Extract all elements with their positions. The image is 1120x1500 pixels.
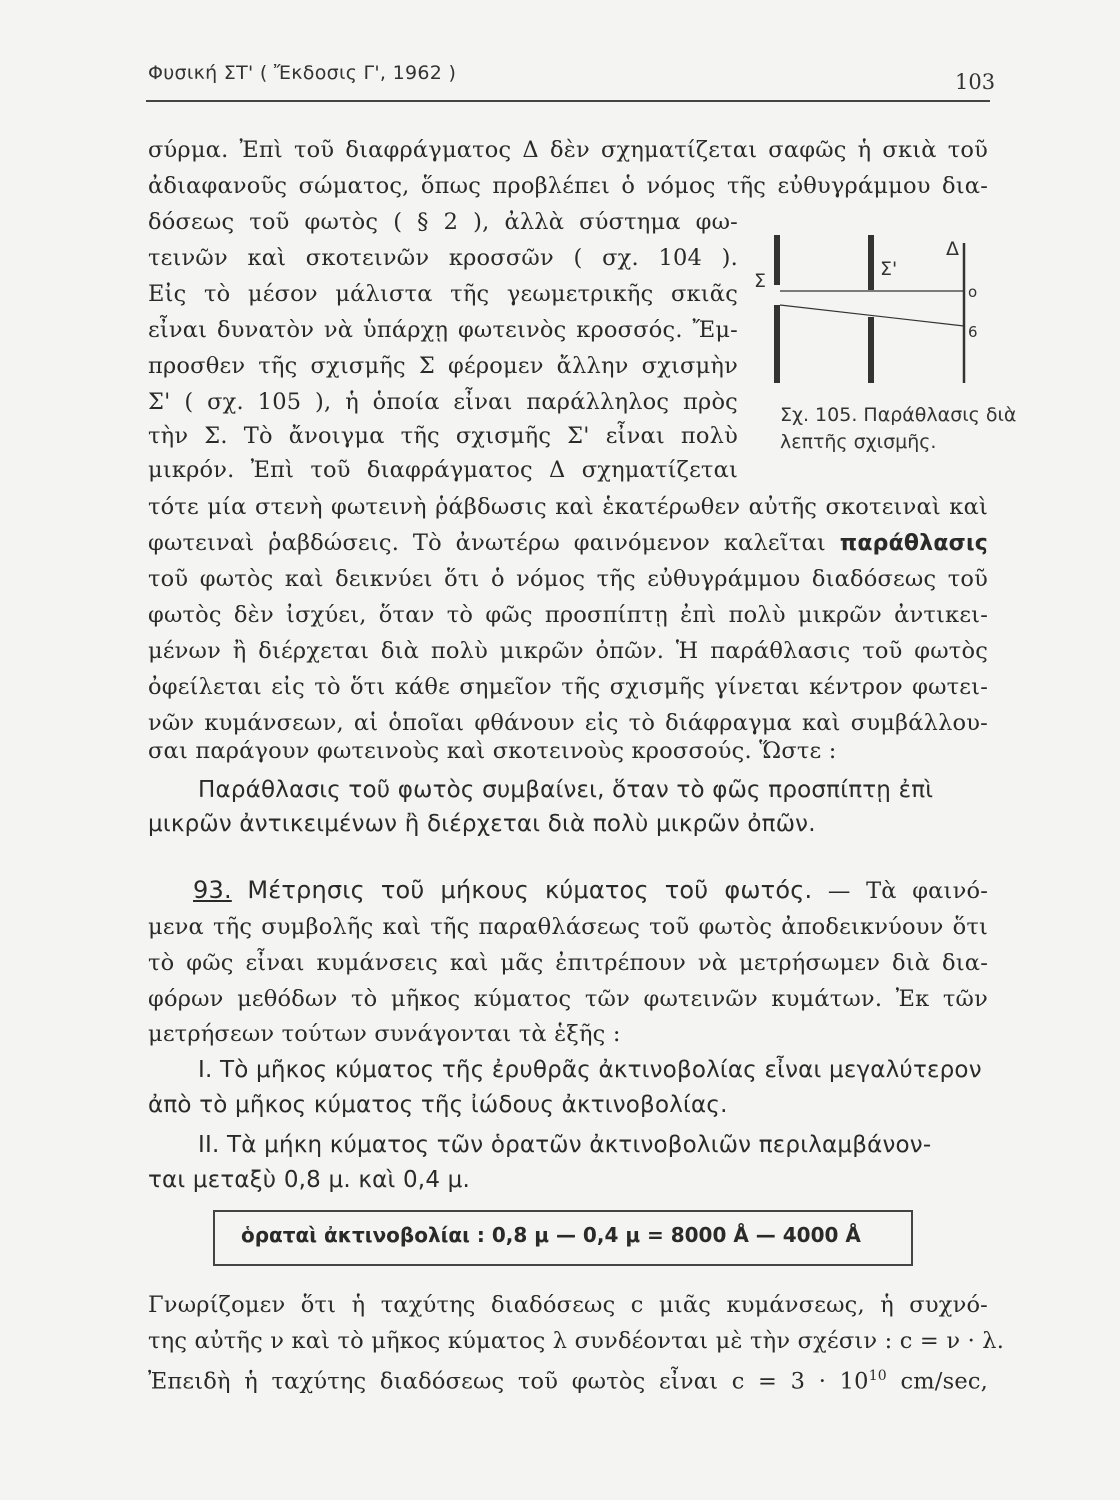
figure-caption <box>780 402 1017 456</box>
section-lead-text: — Τὰ φαινό- <box>827 878 988 904</box>
text-line-with-exponent <box>148 1361 988 1398</box>
caption-line: λεπτῆς σχισμῆς. <box>780 431 937 453</box>
list-item: II. Τὰ μήκη κύματος τῶν ὁρατῶν ἀκτινοβολιῶν περιλαμβάνον- <box>198 1132 932 1158</box>
text-line: μενα τῆς συμβολῆς καὶ τῆς παραθλάσεως τοῦ φωτὸς ἀποδεικνύουν ὅτι <box>148 914 988 940</box>
list-item-continuation: ἀπὸ τὸ μῆκος κύματος τῆς ἰώδους ἀκτινοβολίας. <box>148 1092 728 1118</box>
text-line: ὀφείλεται εἰς τὸ ὅτι κάθε σημεῖον τῆς σχισμῆς γίνεται κέντρον φωτει- <box>148 674 988 700</box>
caption-line: Σχ. 105. Παράθλασις διὰ <box>780 404 1017 426</box>
text-line: φωτὸς δὲν ἰσχύει, ὅταν τὸ φῶς προσπίπτῃ ἐπὶ πολὺ μικρῶν ἀντικει- <box>148 602 988 628</box>
text-line: προσθεν τῆς σχισμῆς Σ φέρομεν ἄλλην σχισμὴν <box>148 353 738 379</box>
text-line: νῶν κυμάνσεων, αἱ ὁποῖαι φθάνουν εἰς τὸ διάφραγμα καὶ συμβάλλου- <box>148 710 988 736</box>
list-item: I. Τὸ μῆκος κύματος τῆς ἐρυθρᾶς ἀκτινοβολίας εἶναι μεγαλύτερον <box>198 1057 982 1083</box>
label-b: 6 <box>968 323 978 341</box>
formula-text: ὁραταὶ ἀκτινοβολίαι : 0,8 μ — 0,4 μ = 8000 Å — 4000 Å <box>241 1223 861 1247</box>
text-line: τοῦ φωτὸς καὶ δεικνύει ὅτι ὁ νόμος τῆς εὐθυγράμμου διαδόσεως τοῦ <box>148 566 988 592</box>
text-line: τότε μία στενὴ φωτεινὴ ῥάβδωσις καὶ ἑκατέρωθεν αὐτῆς σκοτειναὶ καὶ <box>148 494 988 520</box>
rule-line: Παράθλασις τοῦ φωτὸς συμβαίνει, ὅταν τὸ φῶς προσπίπτῃ ἐπὶ <box>198 777 934 803</box>
screen-s-prime-lower <box>868 317 874 383</box>
formula-box <box>213 1210 913 1266</box>
bold-term-diffraction: παράθλασις <box>839 531 989 556</box>
text-fragment: cm/sec, <box>886 1368 988 1395</box>
screen-s-upper <box>774 235 780 285</box>
section-heading-line <box>193 875 988 907</box>
page-number: 103 <box>955 70 996 94</box>
label-d: Δ <box>946 238 959 260</box>
label-s: Σ <box>754 270 767 292</box>
text-line: τὸ φῶς εἶναι κυμάνσεις καὶ μᾶς ἐπιτρέπουν νὰ μετρήσωμεν διὰ δια- <box>148 950 988 976</box>
exponent: 10 <box>868 1368 887 1384</box>
header-rule <box>146 100 990 102</box>
section-title: Μέτρησις τοῦ μήκους κύματος τοῦ φωτός. <box>247 876 813 904</box>
section-number: 93. <box>193 876 232 904</box>
text-line: μικρόν. Ἐπὶ τοῦ διαφράγματος Δ σχηματίζεται <box>148 457 738 483</box>
label-o: o <box>968 283 978 301</box>
text-line: σύρμα. Ἐπὶ τοῦ διαφράγματος Δ δὲν σχηματίζεται σαφῶς ἡ σκιὰ τοῦ <box>148 137 988 163</box>
screen-s-lower <box>774 305 780 383</box>
text-line: της αὐτῆς ν καὶ τὸ μῆκος κύματος λ συνδέονται μὲ τὴν σχέσιν : c = ν · λ. <box>148 1328 1005 1354</box>
text-line: φόρων μεθόδων τὸ μῆκος κύματος τῶν φωτεινῶν κυμάτων. Ἐκ τῶν <box>148 986 988 1012</box>
screen-s-prime-upper <box>868 235 874 290</box>
text-line: Σ' ( σχ. 105 ), ἡ ὁποία εἶναι παράλληλος πρὸς <box>148 389 738 415</box>
text-line-with-term <box>148 528 988 559</box>
text-fragment: Ἐπειδὴ ἡ ταχύτης διαδόσεως τοῦ φωτὸς εἶναι c = 3 · 10 <box>148 1368 869 1395</box>
slit-diagram <box>740 225 1000 395</box>
text-line: σαι παράγουν φωτεινοὺς καὶ σκοτεινοὺς κροσσούς. Ὥστε : <box>148 738 837 764</box>
text-line: τεινῶν καὶ σκοτεινῶν κροσσῶν ( σχ. 104 ). <box>148 245 738 271</box>
list-item-continuation: ται μεταξὺ 0,8 μ. καὶ 0,4 μ. <box>148 1167 471 1193</box>
text-line: μένων ἢ διέρχεται διὰ πολὺ μικρῶν ὀπῶν. Ἡ παράθλασις τοῦ φωτὸς <box>148 638 988 664</box>
running-title: Φυσική ΣΤ' ( Ἔκδοσις Γ', 1962 ) <box>148 62 457 84</box>
text-line: μετρήσεων τούτων συνάγονται τὰ ἑξῆς : <box>148 1021 621 1047</box>
text-line: δόσεως τοῦ φωτὸς ( § 2 ), ἀλλὰ σύστημα φω- <box>148 209 738 235</box>
text-line: τὴν Σ. Τὸ ἄνοιγμα τῆς σχισμῆς Σ' εἶναι πολὺ <box>148 423 738 449</box>
text-fragment: φωτειναὶ ῥαβδώσεις. Τὸ ἀνωτέρω φαινόμενον καλεῖται <box>148 530 826 556</box>
text-line: Γνωρίζομεν ὅτι ἡ ταχύτης διαδόσεως c μιᾶς κυμάνσεως, ἡ συχνό- <box>148 1292 988 1318</box>
text-line: Εἰς τὸ μέσον μάλιστα τῆς γεωμετρικῆς σκιᾶς <box>148 281 738 307</box>
text-line: εἶναι δυνατὸν νὰ ὑπάρχῃ φωτεινὸς κροσσός. Ἔμ- <box>148 317 738 343</box>
rule-line: μικρῶν ἀντικειμένων ἢ διέρχεται διὰ πολὺ μικρῶν ὀπῶν. <box>148 811 816 837</box>
text-line: ἀδιαφανοῦς σώματος, ὅπως προβλέπει ὁ νόμος τῆς εὐθυγράμμου δια- <box>148 173 988 199</box>
label-s-prime: Σ' <box>880 258 898 280</box>
